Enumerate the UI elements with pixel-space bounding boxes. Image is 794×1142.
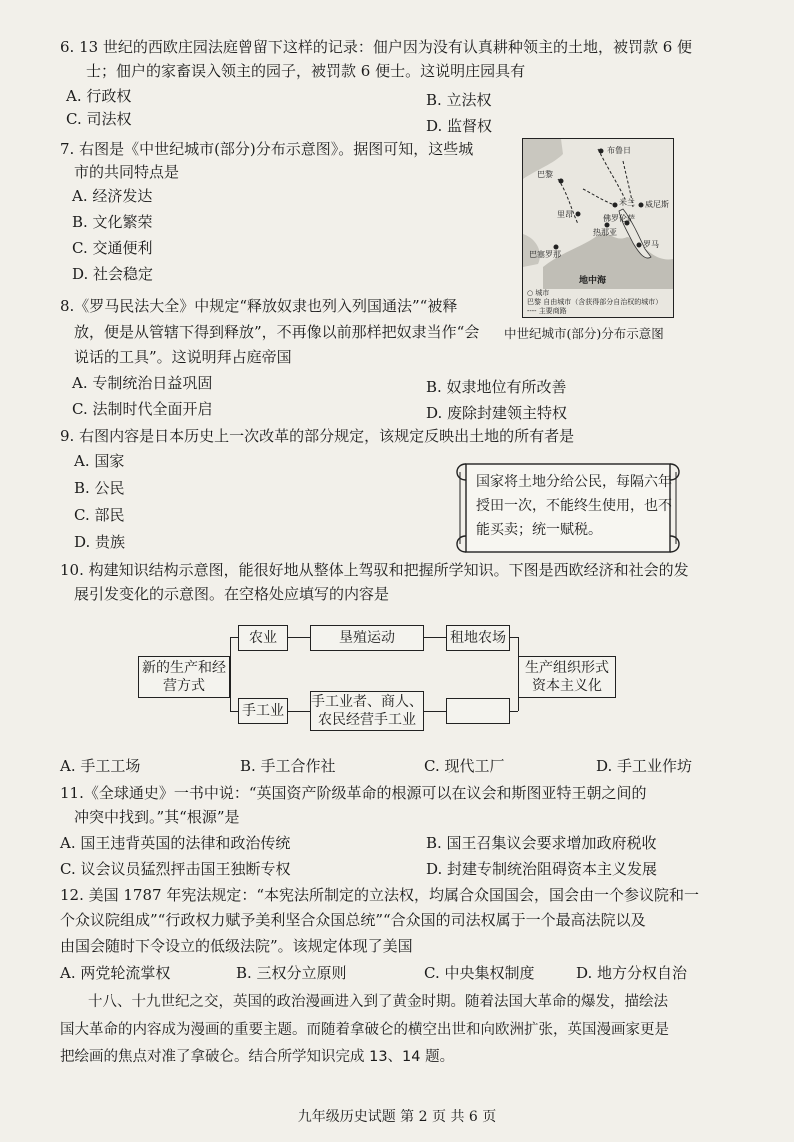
diagram-blank-box[interactable]	[446, 698, 510, 724]
diagram-agri-box: 农业	[238, 625, 288, 651]
q6-stem-line2: 士；佃户的家畜误入领主的园子，被罚款 6 便士。这说明庄园具有	[86, 62, 526, 80]
q10-option-a[interactable]: A. 手工工场	[60, 757, 141, 775]
scroll-text: 国家将土地分给公民，每隔六年授田一次，不能终生使用，也不能买卖；统一赋税。	[476, 474, 672, 538]
legend-dot-icon: ○	[527, 289, 536, 297]
q10-option-c[interactable]: C. 现代工厂	[424, 757, 505, 775]
q7-option-c[interactable]: C. 交通便利	[72, 239, 153, 257]
q9-option-b[interactable]: B. 公民	[74, 479, 125, 497]
q8-stem-line1: 8.《罗马民法大全》中规定“释放奴隶也列入列国通法”“被释	[60, 297, 458, 315]
diagram-craftsmen-box: 手工业者、商人、农民经营手工业	[310, 691, 424, 731]
diagram-left-bracket	[230, 637, 231, 711]
q12-stem-line2: 个众议院组成”“行政权力赋予美利坚合众国总统”“合众国的司法权属于一个最高法院以及	[60, 911, 646, 929]
legend-route: 主要商路	[538, 307, 567, 315]
diagram-right-box: 生产组织形式资本主义化	[518, 656, 616, 698]
map-label-rome: 罗马	[643, 240, 659, 249]
map-city-dot-paris	[559, 179, 564, 184]
map-label-venice: 威尼斯	[645, 200, 669, 209]
page-footer: 九年级历史试题 第 2 页 共 6 页	[297, 1109, 497, 1125]
diagram-craft-box: 手工业	[238, 698, 288, 724]
q6-option-a[interactable]: A. 行政权	[66, 87, 132, 105]
legend-dash-icon: ----	[527, 307, 539, 315]
map-label-genoa: 热那亚	[593, 228, 617, 237]
diagram-line	[230, 711, 238, 712]
q8-stem-line2: 放，便是从管辖下得到释放”，不再像以前那样把奴隶当作“会	[74, 323, 480, 341]
q11-option-d[interactable]: D. 封建专制统治阻碍资本主义发展	[426, 860, 658, 878]
q11-option-a[interactable]: A. 国王违背英国的法律和政治传统	[60, 834, 291, 852]
q8-option-b[interactable]: B. 奴隶地位有所改善	[426, 378, 567, 396]
q6-option-c[interactable]: C. 司法权	[66, 110, 132, 128]
diagram-left-box: 新的生产和经营方式	[138, 656, 230, 698]
q6-stem-line1: 6. 13 世纪的西欧庄园法庭曾留下这样的记录：佃户因为没有认真耕种领主的土地，被罚款 6 便	[60, 38, 693, 56]
q12-option-c[interactable]: C. 中央集权制度	[424, 964, 535, 982]
map-label-sea: 地中海	[579, 276, 607, 286]
map-label-paris: 巴黎	[537, 170, 553, 179]
diagram-line	[510, 637, 518, 638]
passage-line2: 国大革命的内容成为漫画的重要主题。而随着拿破仑的横空出世和向欧洲扩张，英国漫画家更是	[60, 1022, 669, 1038]
q7-option-d[interactable]: D. 社会稳定	[72, 265, 154, 283]
q7-stem-line1: 7. 右图是《中世纪城市(部分)分布示意图》。据图可知，这些城	[60, 140, 474, 158]
q9-option-a[interactable]: A. 国家	[74, 452, 125, 470]
q6-option-b[interactable]: B. 立法权	[426, 91, 492, 109]
q12-option-d[interactable]: D. 地方分权自治	[576, 964, 688, 982]
map-city-dot-bruges	[599, 149, 604, 154]
map-city-dot-lyon	[576, 212, 581, 217]
q10-stem-line2: 展引发变化的示意图。在空格处应填写的内容是	[74, 585, 390, 603]
diagram-line	[424, 637, 446, 638]
map-city-dot-milan	[613, 203, 618, 208]
map-label-milan: 米兰	[619, 198, 635, 207]
map-city-dot-rome	[637, 243, 642, 248]
q10-option-b[interactable]: B. 手工合作社	[240, 757, 336, 775]
q12-option-b[interactable]: B. 三权分立原则	[236, 964, 347, 982]
q11-stem-line1: 11.《全球通史》一书中说：“英国资产阶级革命的根源可以在议会和斯图亚特王朝之间的	[60, 784, 647, 802]
diagram-line	[424, 711, 446, 712]
map-label-bruges: 布鲁日	[607, 146, 631, 155]
passage-line1: 十八、十九世纪之交，英国的政治漫画进入到了黄金时期。随着法国大革命的爆发，描绘法	[88, 994, 668, 1010]
q12-stem-line1: 12. 美国 1787 年宪法规定：“本宪法所制定的立法权，均属合众国国会，国会由一个参议院和一	[60, 886, 700, 904]
diagram-line	[288, 637, 310, 638]
passage-line3: 把绘画的焦点对准了拿破仑。结合所学知识完成 13、14 题。	[60, 1049, 455, 1065]
q9-option-d[interactable]: D. 贵族	[74, 533, 126, 551]
map-label-barcelona: 巴塞罗那	[529, 250, 561, 259]
map-city-dot-venice	[639, 203, 644, 208]
q8-option-d[interactable]: D. 废除封建领主特权	[426, 404, 568, 422]
map-legend	[527, 289, 662, 316]
diagram-line	[288, 711, 310, 712]
diagram-rent-box: 租地农场	[446, 625, 510, 651]
medieval-city-map	[522, 138, 674, 318]
q12-stem-line3: 由国会随时下令设立的低级法院”。该规定体现了美国	[60, 937, 413, 955]
diagram-line	[510, 711, 518, 712]
q12-option-a[interactable]: A. 两党轮流掌权	[60, 964, 171, 982]
legend-free: 巴黎 自由城市（含获得部分自治权的城市）	[527, 298, 663, 306]
q11-option-c[interactable]: C. 议会议员猛烈抨击国王独断专权	[60, 860, 291, 878]
map-caption: 中世纪城市(部分)分布示意图	[504, 326, 664, 341]
q11-stem-line2: 冲突中找到。”其“根源”是	[74, 808, 240, 826]
q10-option-d[interactable]: D. 手工业作坊	[596, 757, 693, 775]
map-label-lyon: 里昂	[557, 210, 573, 219]
q9-stem: 9. 右图内容是日本历史上一次改革的部分规定，该规定反映出土地的所有者是	[60, 427, 575, 445]
q10-stem-line1: 10. 构建知识结构示意图，能很好地从整体上驾驭和把握所学知识。下图是西欧经济和社会的发	[60, 561, 689, 579]
diagram-reclaim-box: 垦殖运动	[310, 625, 424, 651]
q8-option-c[interactable]: C. 法制时代全面开启	[72, 400, 213, 418]
q11-option-b[interactable]: B. 国王召集议会要求增加政府税收	[426, 834, 657, 852]
q6-option-d[interactable]: D. 监督权	[426, 117, 493, 135]
q7-stem-line2: 市的共同特点是	[74, 163, 180, 181]
map-label-florence: 佛罗伦萨	[603, 214, 635, 223]
q7-option-a[interactable]: A. 经济发达	[72, 187, 153, 205]
legend-city: 城市	[535, 289, 550, 297]
q8-stem-line3: 说话的工具”。这说明拜占庭帝国	[74, 348, 292, 366]
q7-option-b[interactable]: B. 文化繁荣	[72, 213, 153, 231]
diagram-line	[230, 637, 238, 638]
q9-option-c[interactable]: C. 部民	[74, 506, 125, 524]
q8-option-a[interactable]: A. 专制统治日益巩固	[72, 374, 213, 392]
